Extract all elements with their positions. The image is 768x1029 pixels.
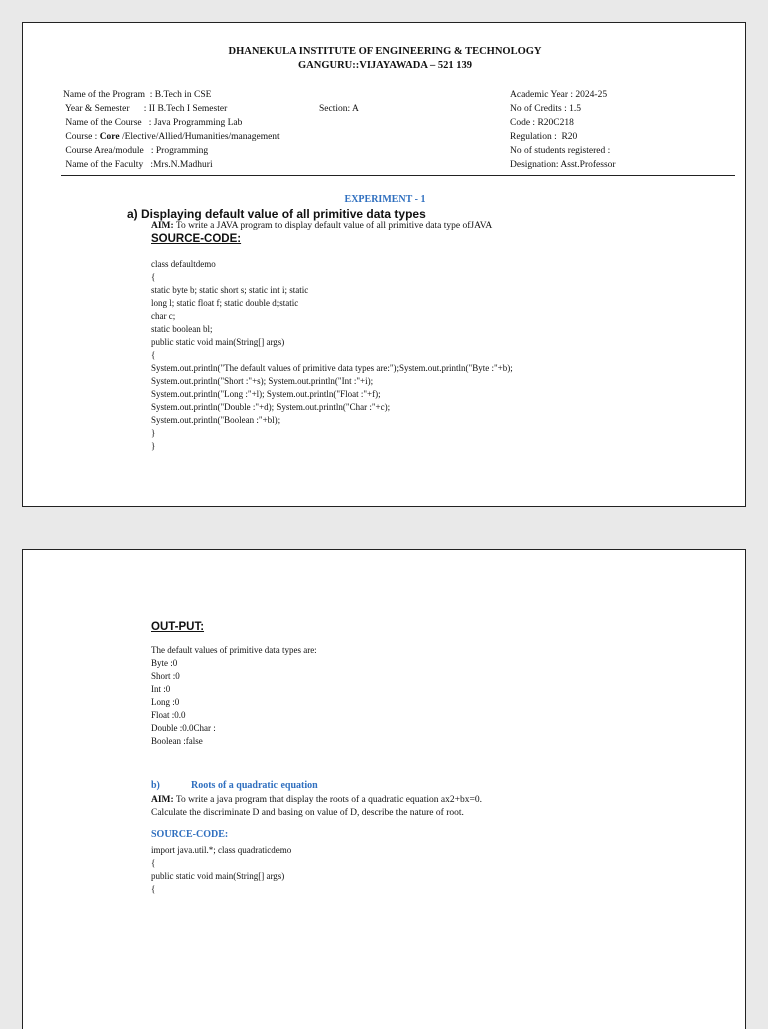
output-line: Boolean :false	[151, 736, 203, 746]
code-line: {	[151, 272, 156, 282]
code-line: }	[151, 428, 156, 438]
source-code-label-a: SOURCE-CODE:	[151, 233, 242, 245]
meta-regulation: Regulation : R20	[510, 132, 578, 142]
meta-section: Section: A	[319, 104, 359, 114]
meta-course-rest: /Elective/Allied/Humanities/management	[119, 132, 280, 142]
aim-b-line2: Calculate the discriminate D and basing on value of D, describe the nature of root.	[151, 808, 464, 818]
code-line: {	[151, 858, 156, 868]
meta-course-name: Name of the Course : Java Programming Lab	[63, 118, 243, 128]
code-line: class defaultdemo	[151, 259, 216, 269]
code-line: }	[151, 441, 156, 451]
code-line: System.out.println("Double :"+d); System.out.println("Char :"+c);	[151, 402, 391, 412]
code-line: long l; static float f; static double d;static	[151, 298, 299, 308]
source-code-label-b: SOURCE-CODE:	[151, 829, 229, 840]
section-b-label: b)	[151, 780, 160, 791]
output-line: Int :0	[151, 684, 171, 694]
aim-b-text: To write a java program that display the roots of a quadratic equation ax2+bx=0.	[173, 795, 482, 805]
code-line: public static void main(String[] args)	[151, 337, 285, 347]
institute-address: GANGURU::VIJAYAWADA – 521 139	[298, 60, 472, 71]
output-line: The default values of primitive data types are:	[151, 645, 317, 655]
output-block	[151, 644, 317, 748]
meta-faculty: Name of the Faculty :Mrs.N.Madhuri	[63, 160, 213, 170]
code-line: {	[151, 884, 156, 894]
meta-course-prefix: Course :	[63, 132, 100, 142]
aim-b-label: AIM:	[151, 795, 174, 805]
section-a-heading: a) Displaying default value of all primitive data types	[127, 207, 426, 221]
section-b-heading	[151, 780, 318, 791]
output-line: Short :0	[151, 671, 180, 681]
code-line: static byte b; static short s; static int i; static	[151, 285, 309, 295]
meta-course-type	[63, 130, 280, 144]
institute-name: DHANEKULA INSTITUTE OF ENGINEERING & TECHNOLOGY	[228, 46, 542, 57]
aim-a-label: AIM:	[151, 221, 174, 231]
code-line: public static void main(String[] args)	[151, 871, 285, 881]
meta-year-semester: Year & Semester : II B.Tech I Semester	[63, 104, 228, 114]
meta-credits: No of Credits : 1.5	[510, 104, 581, 114]
right-meta-block	[510, 88, 616, 172]
code-line: static boolean bl;	[151, 324, 213, 334]
code-line: System.out.println("Boolean :"+bl);	[151, 415, 281, 425]
aim-a-text: To write a JAVA program to display default value of all primitive data type ofJAVA	[173, 221, 493, 231]
output-line: Double :0.0Char :	[151, 723, 216, 733]
meta-course-core: Core	[99, 132, 120, 142]
header-divider	[61, 175, 735, 176]
meta-code: Code : R20C218	[510, 118, 574, 128]
code-line: System.out.println("Long :"+l); System.out.println("Float :"+f);	[151, 389, 381, 399]
meta-students: No of students registered :	[510, 146, 611, 156]
output-line: Byte :0	[151, 658, 178, 668]
code-line: char c;	[151, 311, 176, 321]
document-page-1	[22, 22, 746, 507]
code-line: {	[151, 350, 156, 360]
output-line: Float :0.0	[151, 710, 186, 720]
section-b-title: Roots of a quadratic equation	[191, 780, 318, 791]
meta-academic-year: Academic Year : 2024-25	[510, 90, 608, 100]
output-line: Long :0	[151, 697, 180, 707]
source-code-block-a	[151, 258, 513, 453]
document-page-2	[22, 549, 746, 1029]
output-label: OUT-PUT:	[151, 621, 205, 633]
source-code-block-b	[151, 844, 291, 896]
code-line: System.out.println("The default values of primitive data types are:");System.out.println("Byte :"+b);	[151, 363, 513, 373]
meta-program: Name of the Program : B.Tech in CSE	[63, 90, 212, 100]
meta-designation: Designation: Asst.Professor	[510, 160, 616, 170]
left-meta-block	[63, 88, 280, 172]
code-line: System.out.println("Short :"+s); System.out.println("Int :"+i);	[151, 376, 374, 386]
aim-b	[151, 795, 482, 805]
meta-course-area: Course Area/module : Programming	[63, 146, 209, 156]
code-line: import java.util.*; class quadraticdemo	[151, 845, 292, 855]
aim-a	[151, 221, 492, 231]
experiment-title: EXPERIMENT - 1	[344, 194, 426, 205]
